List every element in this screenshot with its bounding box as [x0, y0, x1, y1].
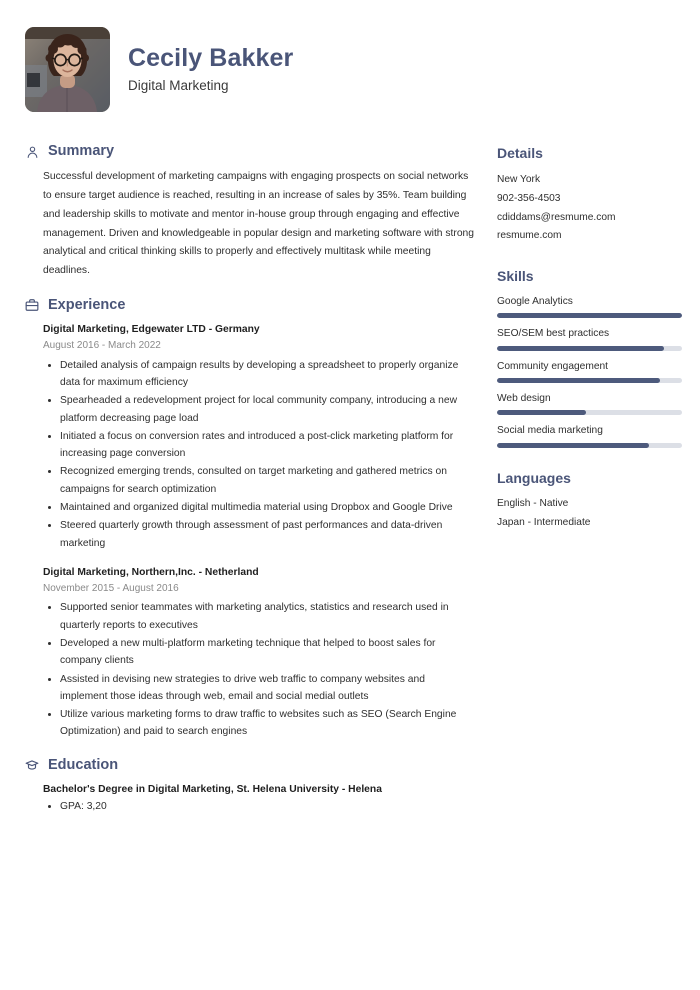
detail-email[interactable]: cdiddams@resmume.com [497, 211, 616, 223]
skill-item [497, 294, 682, 318]
skill-item [497, 326, 682, 350]
list-item: Assisted in devising new strategies to drive web traffic to company websites and implement those ideas through web, email and social medial outlets [43, 671, 475, 706]
list-item: Detailed analysis of campaign results by developing a spreadsheet to properly organize data for maximum efficiency [43, 357, 475, 392]
skill-bar-track [497, 313, 682, 318]
header-text-block [128, 43, 293, 94]
detail-phone[interactable]: 902-356-4503 [497, 192, 561, 204]
education-entry [25, 782, 475, 815]
skill-bar-fill [497, 443, 649, 448]
list-item: Initiated a focus on conversion rates and introduced a post-click marketing platform for increasing page conversion [43, 428, 475, 463]
language-item: Japan - Intermediate [497, 517, 591, 529]
skill-item [497, 391, 682, 415]
list-item: Maintained and organized digital multimedia material using Dropbox and Google Drive [43, 499, 475, 516]
job-heading: Digital Marketing, Northern,Inc. - Netherland [43, 566, 259, 578]
job-heading: Digital Marketing, Edgewater LTD - Germany [43, 324, 260, 336]
experience-title: Experience [48, 296, 126, 313]
languages-title: Languages [497, 469, 571, 486]
experience-heading [25, 297, 475, 314]
job-title: Digital Marketing [128, 78, 229, 94]
job-bullets [43, 357, 475, 552]
education-heading [25, 757, 475, 774]
section-summary [25, 143, 475, 281]
job-bullets [43, 599, 475, 740]
list-item: Recognized emerging trends, consulted on target marketing and gathered metrics on campaigns for search optimization [43, 463, 475, 498]
education-title: Education [48, 756, 119, 773]
full-name: Cecily Bakker [128, 44, 294, 73]
section-languages [497, 470, 682, 534]
list-item: Developed a new multi-platform marketing technique that helped to boost sales for company clients [43, 635, 475, 670]
skill-bar-track [497, 443, 682, 448]
section-details [497, 145, 682, 246]
detail-location: New York [497, 173, 541, 185]
skill-label: Web design [497, 392, 551, 404]
section-skills [497, 268, 682, 447]
graduation-cap-icon [25, 758, 39, 773]
skill-bar-fill [497, 410, 586, 415]
summary-title: Summary [48, 143, 115, 159]
list-item: Utilize various marketing forms to draw traffic to websites such as SEO (Search Engine Optimization) and paid to search engines [43, 706, 475, 741]
list-item: Spearheaded a redevelopment project for local community company, introducing a new platform decreasing page load [43, 392, 475, 427]
education-entry-heading: Bachelor's Degree in Digital Marketing, St. Helena University - Helena [43, 784, 382, 796]
skill-bar-fill [497, 346, 664, 351]
skill-bar-fill [497, 313, 682, 318]
briefcase-icon [25, 298, 39, 313]
skill-label: SEO/SEM best practices [497, 328, 610, 340]
skill-item [497, 359, 682, 383]
skill-bar-track [497, 346, 682, 351]
section-experience [25, 297, 475, 741]
skills-title: Skills [497, 268, 534, 285]
job-dates: November 2015 - August 2016 [43, 582, 179, 594]
person-icon [25, 144, 39, 159]
summary-heading [25, 143, 475, 160]
skill-bar-track [497, 378, 682, 383]
experience-job [25, 565, 475, 741]
skill-bar-fill [497, 378, 660, 383]
skill-item [497, 423, 682, 447]
resume-header [25, 25, 678, 113]
skill-label: Social media marketing [497, 425, 603, 437]
portrait-photo-icon [25, 27, 110, 112]
content-columns [25, 143, 678, 831]
list-item: Supported senior teammates with marketing analytics, statistics and research used in quarterly reports to executives [43, 599, 475, 634]
skill-label: Google Analytics [497, 296, 573, 308]
sidebar-column [497, 143, 682, 831]
summary-text: Successful development of marketing campaigns with engaging prospects on social networks to ensure target audience is reached, resulting in an increase of sales by 35%. Team building and leadership skills to motivate and mentor in-house group through engaging and effective management. Driven and knowledgeable in popular design and marketing software with strong analytical and critical thinking skills to properly and effectively multitask while meeting deadlines. [43, 171, 475, 277]
experience-job [25, 322, 475, 552]
education-bullets [43, 798, 475, 815]
skill-label: Community engagement [497, 360, 608, 372]
list-item: Steered quarterly growth through assessment of past performances and data-driven marketing [43, 517, 475, 552]
language-item: English - Native [497, 498, 569, 510]
skill-bar-track [497, 410, 682, 415]
avatar [25, 27, 110, 112]
detail-website[interactable]: resmume.com [497, 230, 562, 242]
job-dates: August 2016 - March 2022 [43, 340, 161, 352]
section-education [25, 757, 475, 816]
list-item: GPA: 3,20 [43, 798, 475, 815]
main-column [25, 143, 475, 831]
details-title: Details [497, 145, 543, 161]
